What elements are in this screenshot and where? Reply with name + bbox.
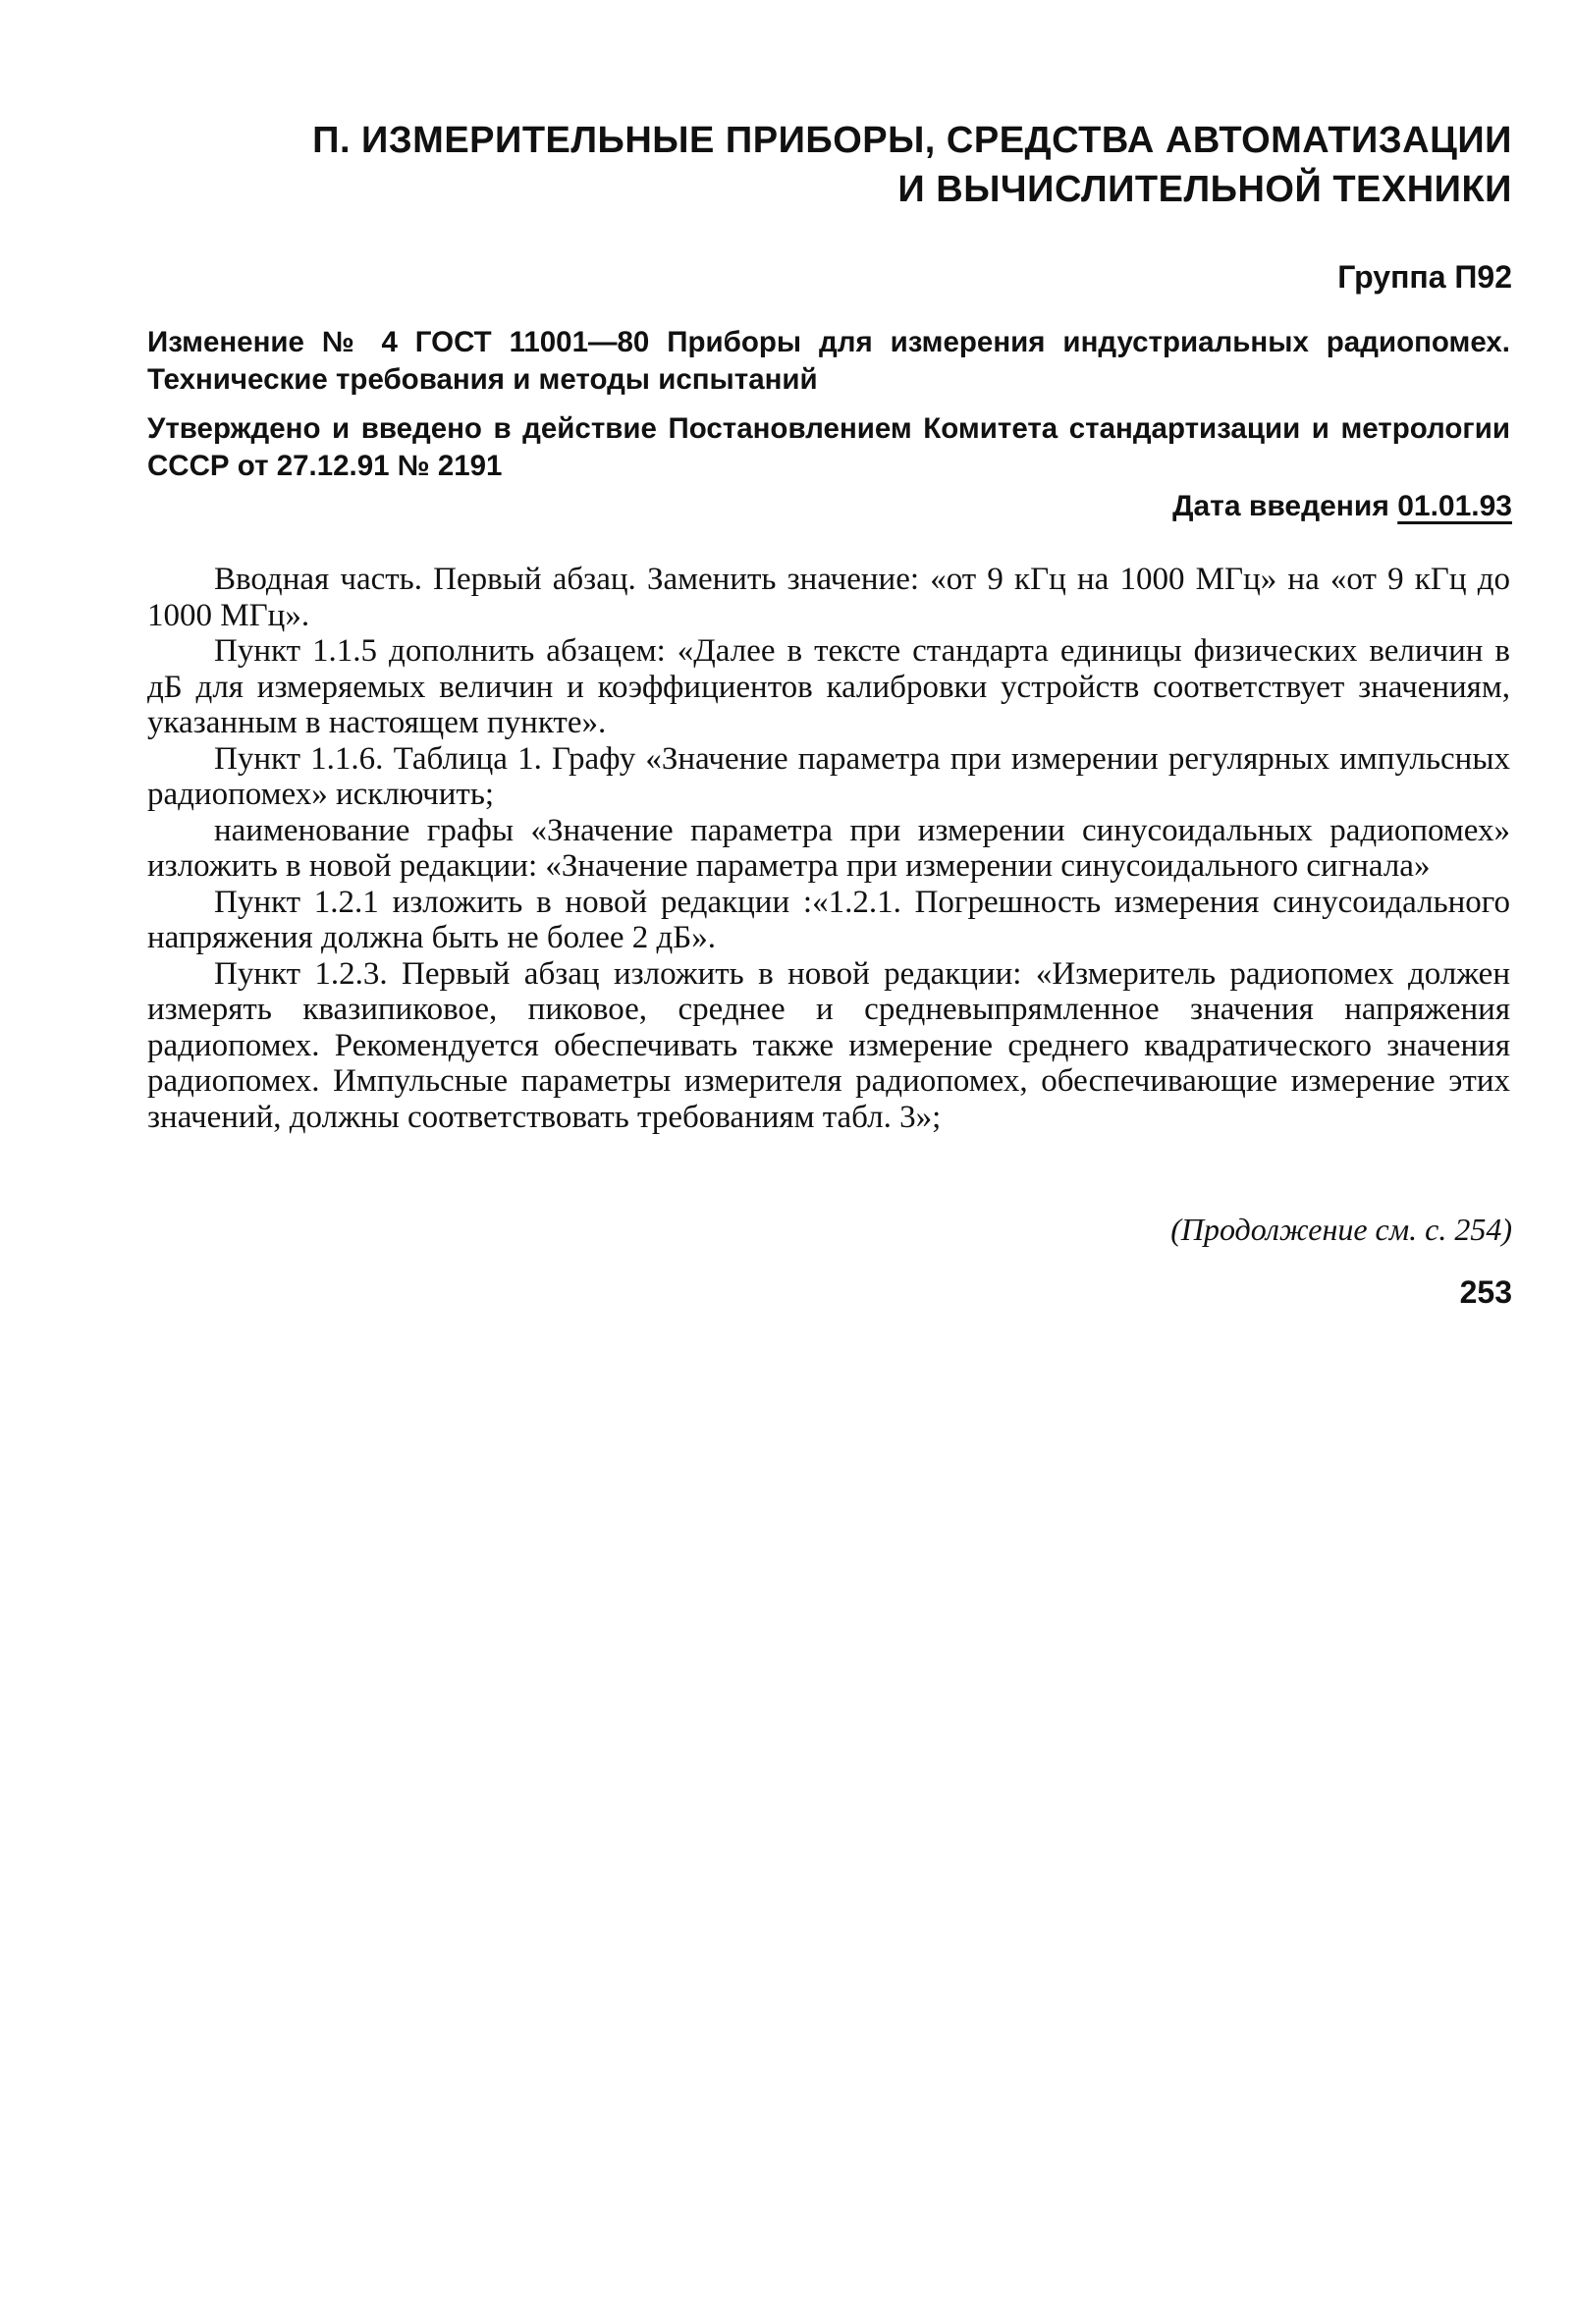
section-heading-line-2: И ВЫЧИСЛИТЕЛЬНОЙ ТЕХНИКИ: [897, 169, 1512, 210]
effective-date-label: Дата введения: [1172, 490, 1389, 522]
effective-date-value: 01.01.93: [1397, 490, 1512, 522]
body-text: [147, 562, 1510, 1135]
section-heading-line-1: П. ИЗМЕРИТЕЛЬНЫЕ ПРИБОРЫ, СРЕДСТВА АВТОМАТИЗАЦИИ: [312, 120, 1512, 161]
paragraph: Пункт 1.2.1 изложить в новой редакции :«1.2.1. Погрешность измерения синусоидального напряжения должна быть не более 2 дБ».: [147, 884, 1510, 955]
effective-date: [1172, 487, 1512, 526]
continuation-note: (Продолжение см. с. 254): [1170, 1212, 1512, 1247]
paragraph: наименование графы «Значение параметра при измерении синусоидальных радиопомех» изложить в новой редакции: «Значение параметра при измерении синусоидального сигнала»: [147, 812, 1510, 884]
paragraph: Пункт 1.1.6. Таблица 1. Графу «Значение параметра при измерении регулярных импульсных радиопомех» исключить;: [147, 740, 1510, 812]
section-heading: [206, 116, 1512, 214]
group-label: Группа П92: [1337, 259, 1512, 295]
paragraph: Пункт 1.1.5 дополнить абзацем: «Далее в тексте стандарта единицы физических величин в дБ для измеряемых величин и коэффициентов калибровки устройств соответствует значениям, указанным в настоящем пункте».: [147, 633, 1510, 740]
page-number: 253: [1459, 1274, 1512, 1310]
change-title: Изменение № 4 ГОСТ 11001—80 Приборы для измерения индустриальных радиопомех. Технические требования и методы испытаний: [147, 326, 1510, 396]
approval-statement: Утверждено и введено в действие Постановлением Комитета стандартизации и метрологии СССР от 27.12.91 № 2191: [147, 412, 1510, 482]
paragraph: Вводная часть. Первый абзац. Заменить значение: «от 9 кГц на 1000 МГц» на «от 9 кГц до 1000 МГц».: [147, 562, 1510, 633]
paragraph: Пункт 1.2.3. Первый абзац изложить в новой редакции: «Измеритель радиопомех должен измерять квазипиковое, пиковое, среднее и средневыпрямленное значения напряжения радиопомех. Рекомендуется обеспечивать также измерение среднего квадратического значения радиопомех. Импульсные параметры измерителя радиопомех, обеспечивающие измерение этих значений, должны соответствовать требованиям табл. 3»;: [147, 955, 1510, 1135]
